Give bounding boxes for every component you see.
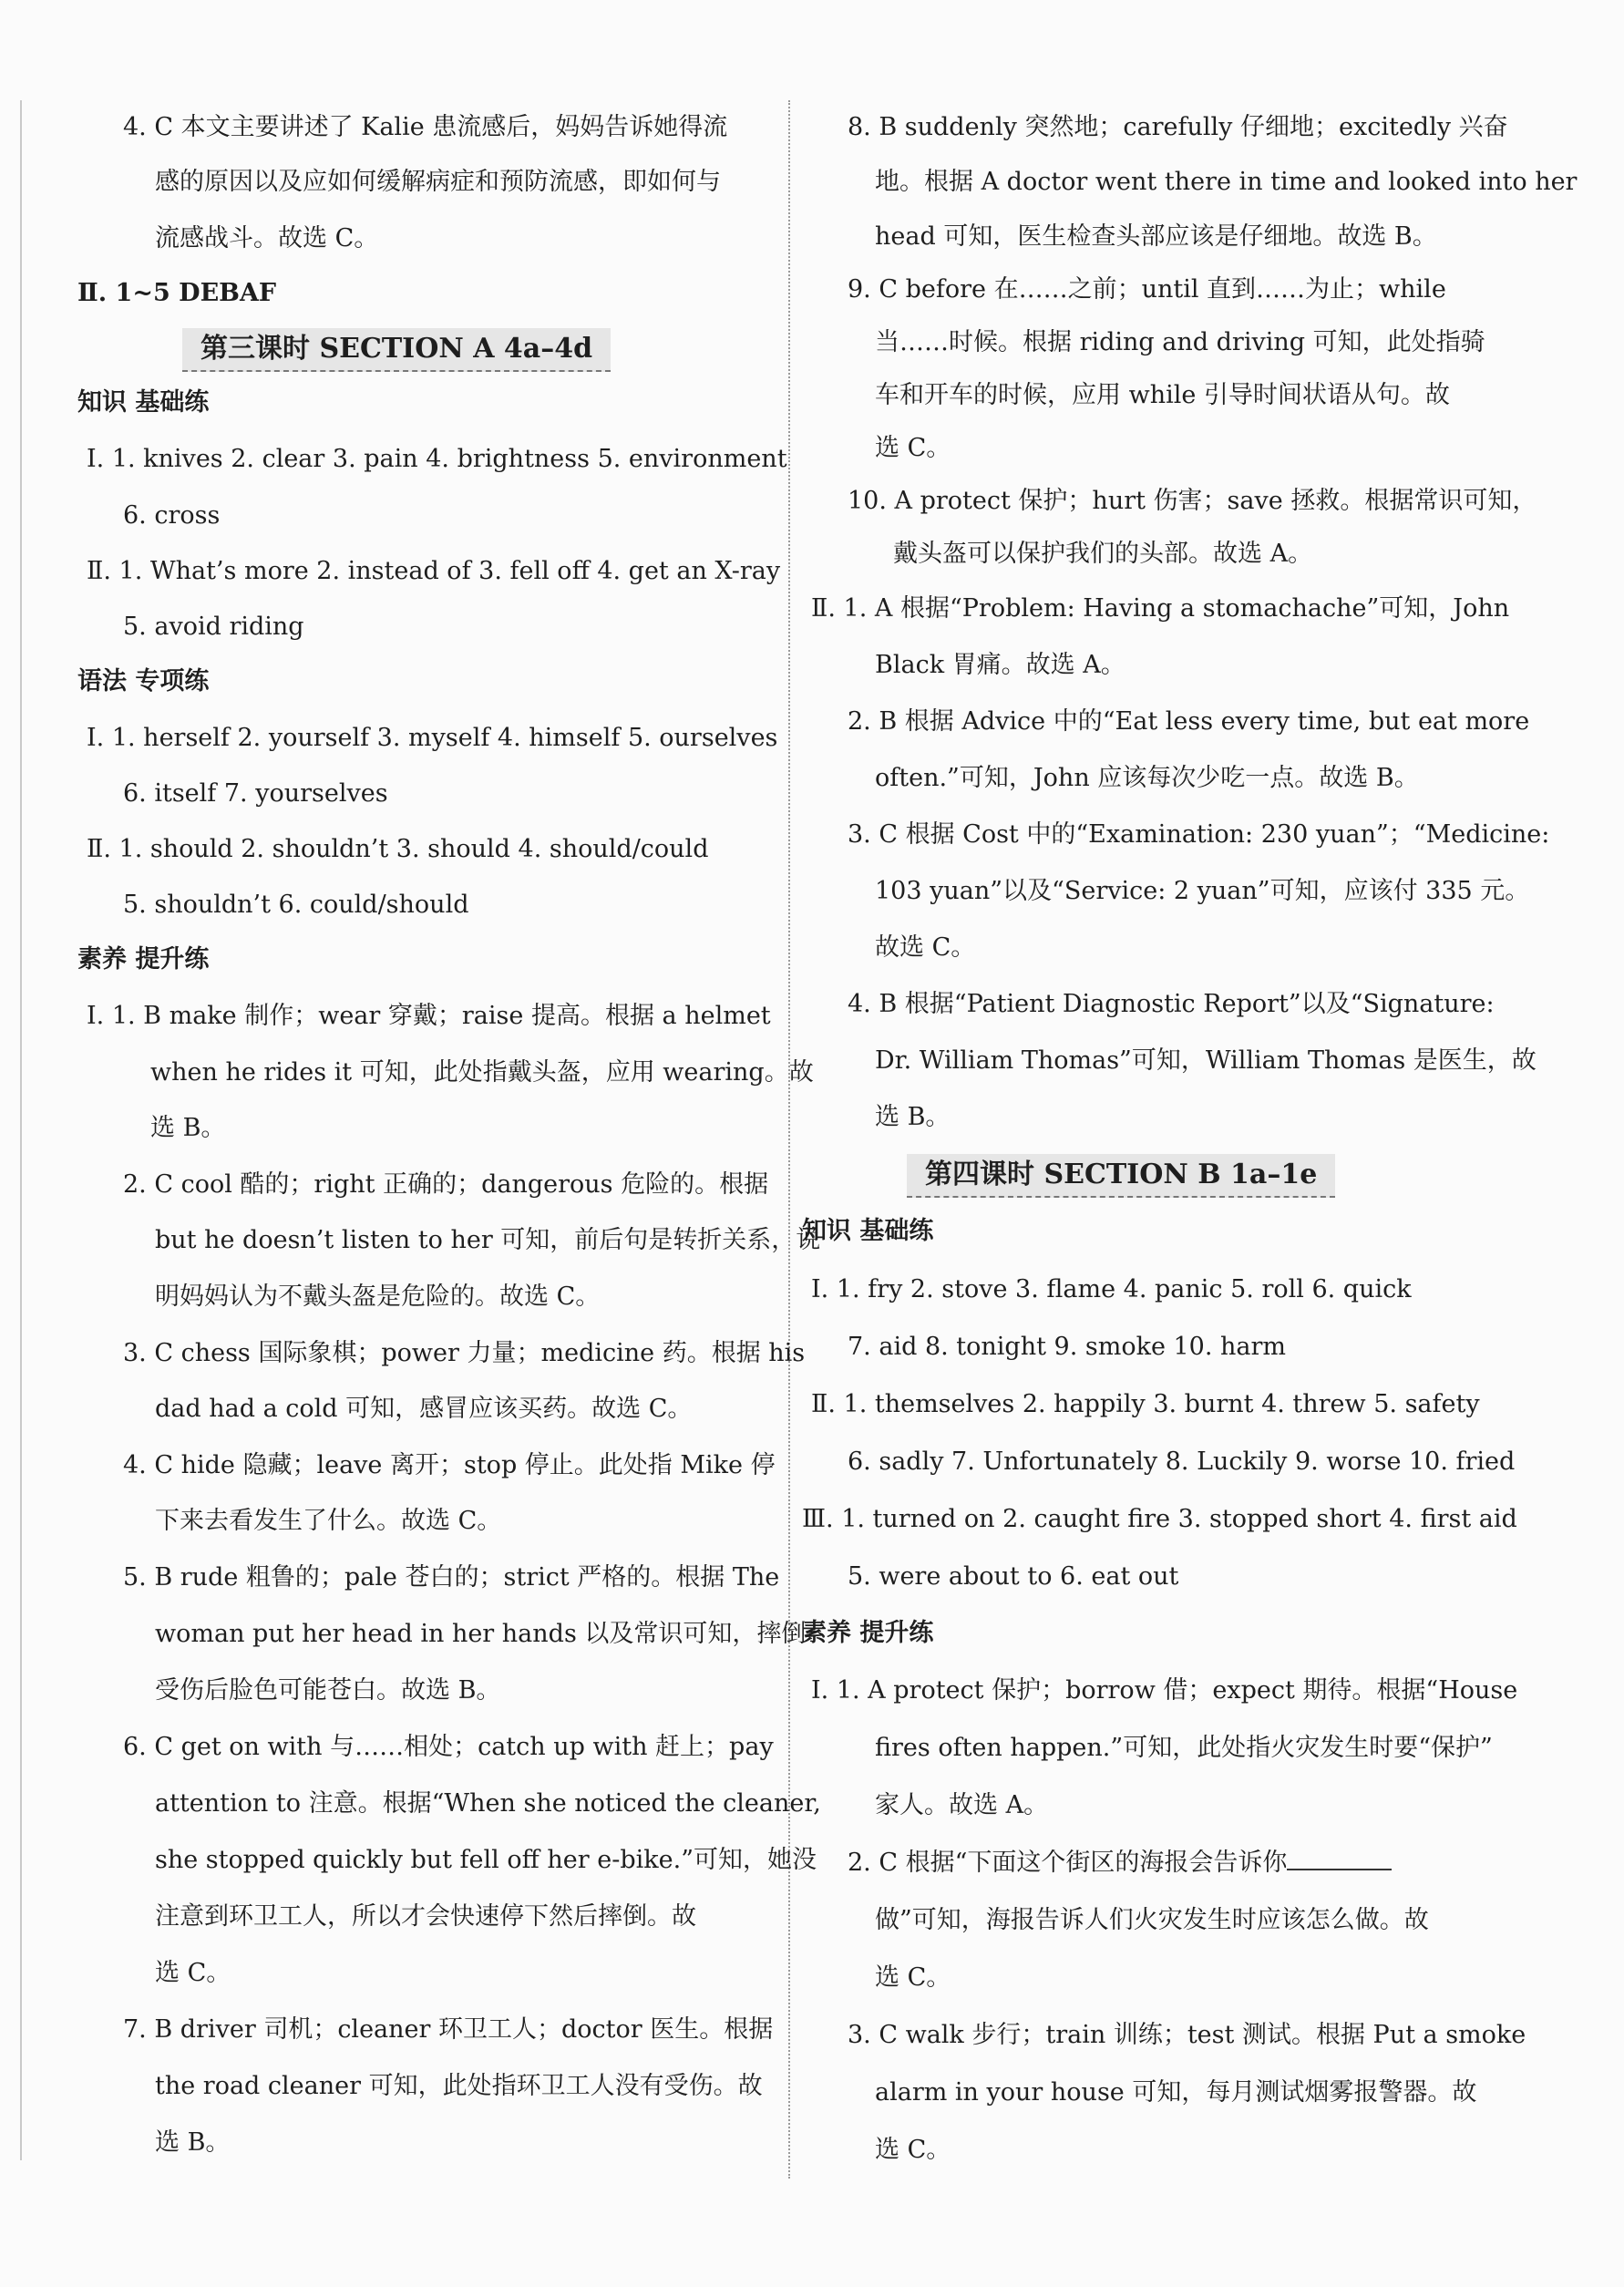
answer-line: [848, 1845, 1392, 1881]
answer-line: 选 B。: [875, 1103, 951, 1131]
answer-line: 4. C 本文主要讲述了 Kalie 患流感后，妈妈告诉她得流: [123, 113, 728, 141]
answer-line: 10. A protect 保护；hurt 伤害；save 拯救。根据常识可知，: [848, 487, 1537, 515]
answer-line: 6. C get on with 与……相处；catch up with 赶上；pay: [123, 1733, 774, 1761]
answer-line: 车和开车的时候，应用 while 引导时间状语从句。故: [875, 381, 1450, 409]
left-margin-rule: [20, 100, 22, 2160]
answer-line: Dr. William Thomas”可知，William Thomas 是医生，故: [875, 1046, 1537, 1075]
answer-line: Ⅰ. 1. A protect 保护；borrow 借；expect 期待。根据“House: [811, 1676, 1518, 1705]
answer-line: head 可知，医生检查头部应该是仔细地。故选 B。: [875, 222, 1437, 251]
answer-line: 4. C hide 隐藏；leave 离开；stop 停止。此处指 Mike 停: [123, 1451, 776, 1479]
fill-in-blank: [1287, 1845, 1392, 1870]
answer-line: 地。根据 A doctor went there in time and looked into her: [875, 168, 1578, 196]
answer-line: Ⅰ. 1. B make 制作；wear 穿戴；raise 提高。根据 a helmet: [87, 1002, 771, 1030]
answer-line: 选 B。: [150, 1114, 226, 1142]
answer-line: 做”可知，海报告诉人们火灾发生时应该怎么做。故: [875, 1906, 1429, 1934]
answer-line: the road cleaner 可知，此处指环卫工人没有受伤。故: [155, 2072, 763, 2100]
section-heading: 第四课时 SECTION B 1a–1e: [907, 1154, 1335, 1198]
subsection-title: 知识 基础练: [802, 1217, 934, 1245]
answer-line: 选 C。: [875, 2136, 951, 2164]
answer-line: 4. B 根据“Patient Diagnostic Report”以及“Signature:: [848, 990, 1495, 1018]
subsection-title: 素养 提升练: [77, 945, 210, 974]
answer-line: 选 C。: [875, 434, 951, 462]
answer-line: 5. shouldn’t 6. could/should: [123, 891, 469, 919]
answer-line: Ⅰ. 1. herself 2. yourself 3. myself 4. himself 5. ourselves: [87, 724, 778, 752]
answer-line: Ⅱ. 1. A 根据“Problem: Having a stomachache”可知，John: [811, 594, 1510, 623]
answer-line: 2. C cool 酷的；right 正确的；dangerous 危险的。根据: [123, 1170, 769, 1199]
answer-line: 注意到环卫工人，所以才会快速停下然后摔倒。故: [155, 1902, 696, 1931]
answer-line: Ⅱ. 1. What’s more 2. instead of 3. fell off 4. get an X-ray: [87, 557, 781, 585]
answer-line: 故选 C。: [875, 933, 976, 962]
answer-line: 8. B suddenly 突然地；carefully 仔细地；excitedly 兴奋: [848, 113, 1508, 141]
answer-line: but he doesn’t listen to her 可知，前后句是转折关系，说: [155, 1226, 821, 1254]
answer-line: 5. were about to 6. eat out: [848, 1562, 1179, 1591]
answer-line: 当……时候。根据 riding and driving 可知，此处指骑: [875, 328, 1485, 356]
answer-line: fires often happen.”可知，此处指火灾发生时要“保护”: [875, 1734, 1493, 1762]
answer-line: attention to 注意。根据“When she noticed the cleaner,: [155, 1789, 821, 1818]
answer-line: 6. sadly 7. Unfortunately 8. Luckily 9. worse 10. fried: [848, 1447, 1516, 1476]
answer-line: 受伤后脸色可能苍白。故选 B。: [155, 1676, 501, 1705]
answer-line: 7. B driver 司机；cleaner 环卫工人；doctor 医生。根据: [123, 2015, 774, 2044]
answer-line: 下来去看发生了什么。故选 C。: [155, 1507, 502, 1535]
subsection-title: 语法 专项练: [77, 667, 210, 695]
answer-line: 戴头盔可以保护我们的头部。故选 A。: [893, 540, 1313, 568]
answer-line: 9. C before 在……之前；until 直到……为止；while: [848, 275, 1446, 304]
answer-line: 流感战斗。故选 C。: [155, 224, 379, 252]
answer-line: 5. B rude 粗鲁的；pale 苍白的；strict 严格的。根据 The: [123, 1563, 780, 1592]
answer-line: she stopped quickly but fell off her e-bike.”可知，她没: [155, 1846, 817, 1874]
answer-line: often.”可知，John 应该每次少吃一点。故选 B。: [875, 764, 1419, 792]
answer-line: 3. C 根据 Cost 中的“Examination: 230 yuan”；“Medicine:: [848, 820, 1550, 849]
answer-line: 选 C。: [155, 1959, 231, 1987]
answer-line: 家人。故选 A。: [875, 1791, 1049, 1819]
answer-line: 5. avoid riding: [123, 613, 304, 641]
answer-line: alarm in your house 可知，每月测试烟雾报警器。故: [875, 2078, 1477, 2107]
answer-line: 103 yuan”以及“Service: 2 yuan”可知，应该付 335 元。: [875, 877, 1530, 905]
answer-line: Ⅱ. 1. should 2. shouldn’t 3. should 4. should/could: [87, 835, 709, 863]
answer-line: Ⅰ. 1. knives 2. clear 3. pain 4. brightness 5. environment: [87, 445, 787, 473]
answer-line: 感的原因以及应如何缓解病症和预防流感，即如何与: [155, 168, 721, 196]
answer-line: Ⅲ. 1. turned on 2. caught fire 3. stopped short 4. first aid: [802, 1505, 1517, 1533]
subsection-title: 素养 提升练: [802, 1619, 934, 1647]
answer-line: 6. itself 7. yourselves: [123, 779, 388, 808]
answer-line: Ⅱ. 1. themselves 2. happily 3. burnt 4. threw 5. safety: [811, 1390, 1480, 1418]
answer-line: 明妈妈认为不戴头盔是危险的。故选 C。: [155, 1283, 601, 1311]
subsection-title: 知识 基础练: [77, 388, 210, 417]
answer-line: Ⅱ. 1~5 DEBAF: [77, 279, 277, 307]
answer-line: 7. aid 8. tonight 9. smoke 10. harm: [848, 1333, 1287, 1361]
answer-line: when he rides it 可知，此处指戴头盔，应用 wearing。故: [150, 1058, 814, 1087]
answer-line: dad had a cold 可知，感冒应该买药。故选 C。: [155, 1395, 693, 1423]
section-heading: 第三课时 SECTION A 4a–4d: [182, 328, 611, 372]
answer-line: Ⅰ. 1. fry 2. stove 3. flame 4. panic 5. roll 6. quick: [811, 1275, 1412, 1303]
answer-line: 选 C。: [875, 1963, 951, 1992]
answer-line: woman put her head in her hands 以及常识可知，摔倒: [155, 1620, 807, 1648]
answer-line: Black 胃痛。故选 A。: [875, 651, 1125, 679]
answer-line: 3. C chess 国际象棋；power 力量；medicine 药。根据 his: [123, 1339, 806, 1367]
answer-line: 3. C walk 步行；train 训练；test 测试。根据 Put a smoke: [848, 2021, 1526, 2049]
answer-line: 6. cross: [123, 501, 221, 530]
answer-line: 2. B 根据 Advice 中的“Eat less every time, but eat more: [848, 707, 1530, 736]
answer-text: 2. C 根据“下面这个街区的海报会告诉你: [848, 1849, 1288, 1877]
answer-line: 选 B。: [155, 2128, 231, 2157]
